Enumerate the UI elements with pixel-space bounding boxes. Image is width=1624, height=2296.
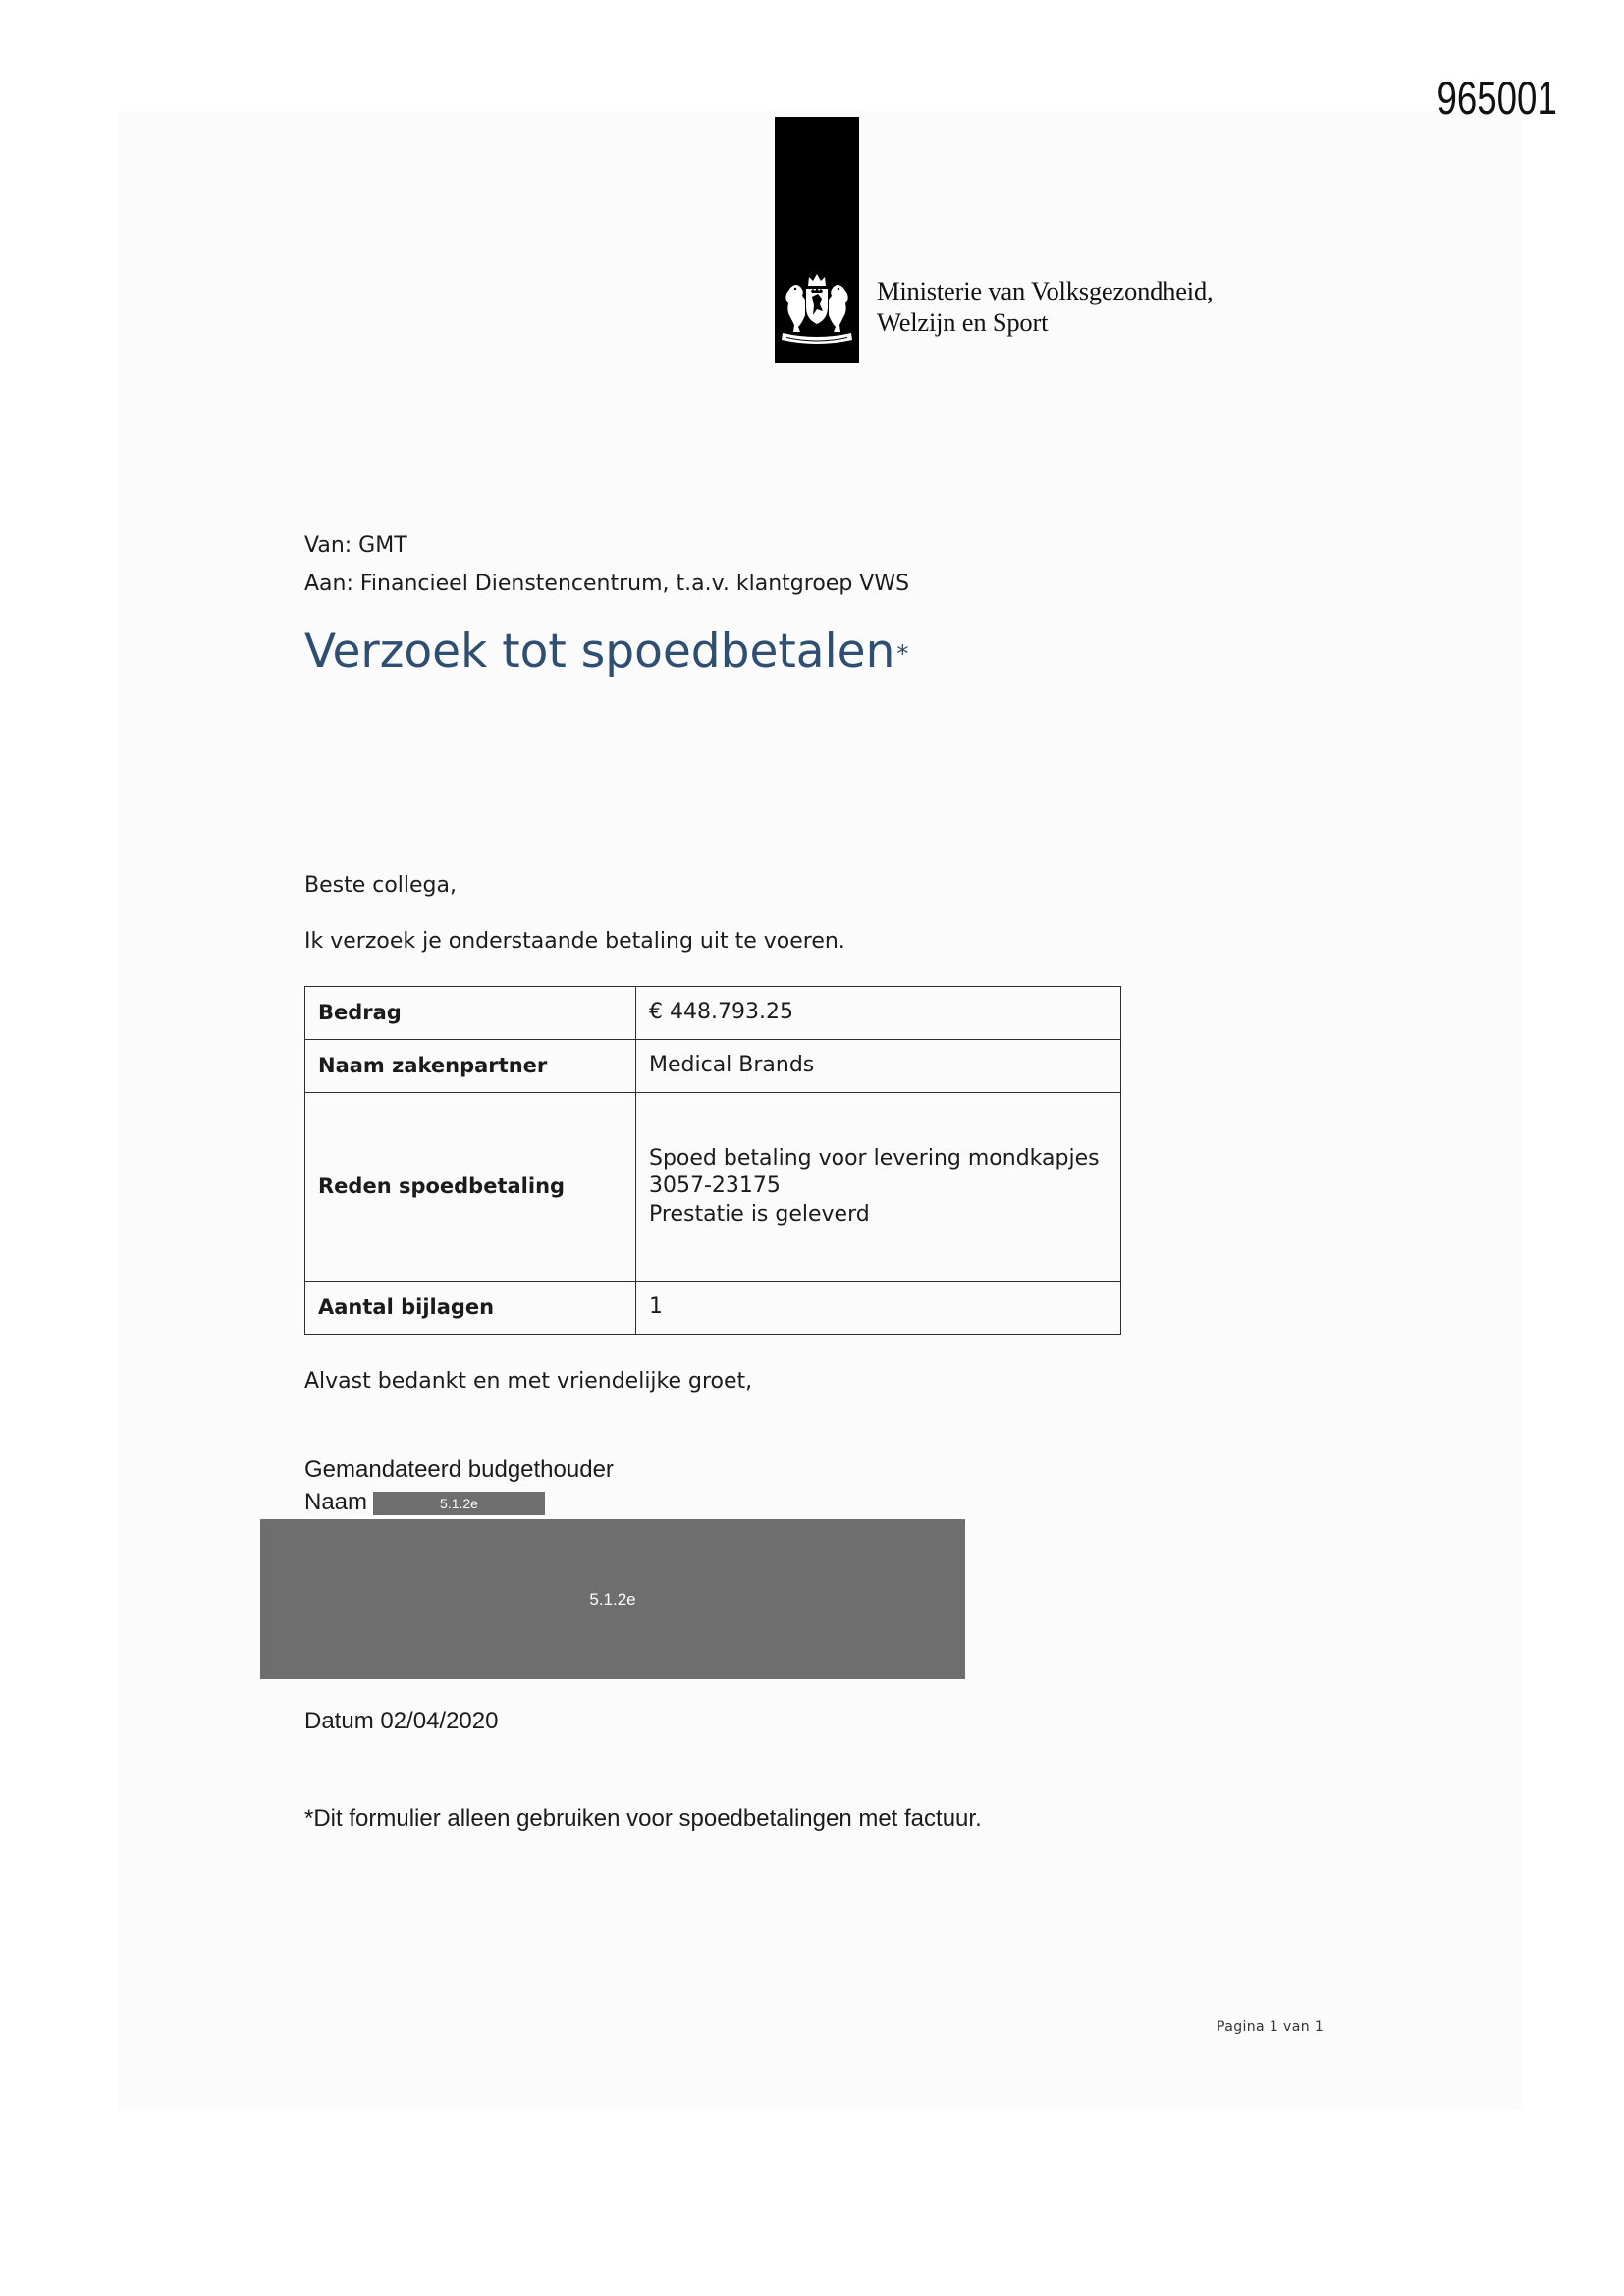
reason-line: Prestatie is geleverd: [649, 1201, 870, 1227]
row-value-amount: [636, 987, 1121, 1040]
row-label-partner: Naam zakenpartner: [305, 1040, 636, 1093]
page-title-text: Verzoek tot spoedbetalen: [304, 625, 895, 679]
row-label-attachments: Aantal bijlagen: [305, 1282, 636, 1335]
row-value-attachments: [636, 1282, 1121, 1335]
signatory-name-label: Naam: [304, 1489, 368, 1515]
attachments-value: 1: [649, 1294, 663, 1320]
title-footnote-mark: *: [896, 640, 909, 668]
signatory-role: Gemandateerd budgethouder: [304, 1456, 614, 1483]
ministry-name-line-2: Welzijn en Sport: [877, 307, 1049, 337]
table-row: [305, 1093, 1121, 1282]
name-redaction: 5.1.2e: [373, 1492, 545, 1515]
page-indicator: Pagina 1 van 1: [1217, 2019, 1325, 2035]
amount-value: € 448.793.25: [649, 1000, 793, 1025]
reason-line: 3057-23175: [649, 1174, 781, 1199]
ministry-name: [877, 275, 1213, 338]
table-row: [305, 1282, 1121, 1335]
coat-of-arms-icon: [779, 272, 855, 347]
payment-table: [304, 986, 1121, 1335]
from-line: Van: GMT: [304, 533, 407, 558]
row-label-amount: Bedrag: [305, 987, 636, 1040]
ministry-logo-bar: [775, 117, 859, 363]
ministry-name-line-1: Ministerie van Volksgezondheid,: [877, 276, 1214, 305]
row-label-reason: Reden spoedbetaling: [305, 1093, 636, 1282]
table-row: [305, 1040, 1121, 1093]
table-row: [305, 987, 1121, 1040]
to-line: Aan: Financieel Dienstencentrum, t.a.v. klantgroep VWS: [304, 572, 910, 596]
document-number: 965001: [1436, 72, 1557, 124]
reason-line: Spoed betaling voor levering mondkapjes: [649, 1145, 1100, 1171]
signature-redaction: 5.1.2e: [260, 1519, 965, 1679]
page-title: [304, 625, 908, 680]
row-value-reason: [636, 1093, 1121, 1282]
date-line: Datum 02/04/2020: [304, 1708, 499, 1734]
footnote: *Dit formulier alleen gebruiken voor spoedbetalingen met factuur.: [304, 1805, 982, 1831]
closing-text: Alvast bedankt en met vriendelijke groet,: [304, 1369, 753, 1394]
row-value-partner: [636, 1040, 1121, 1093]
partner-value: Medical Brands: [649, 1053, 815, 1078]
greeting: Beste collega,: [304, 873, 457, 898]
intro-text: Ik verzoek je onderstaande betaling uit te voeren.: [304, 929, 845, 954]
